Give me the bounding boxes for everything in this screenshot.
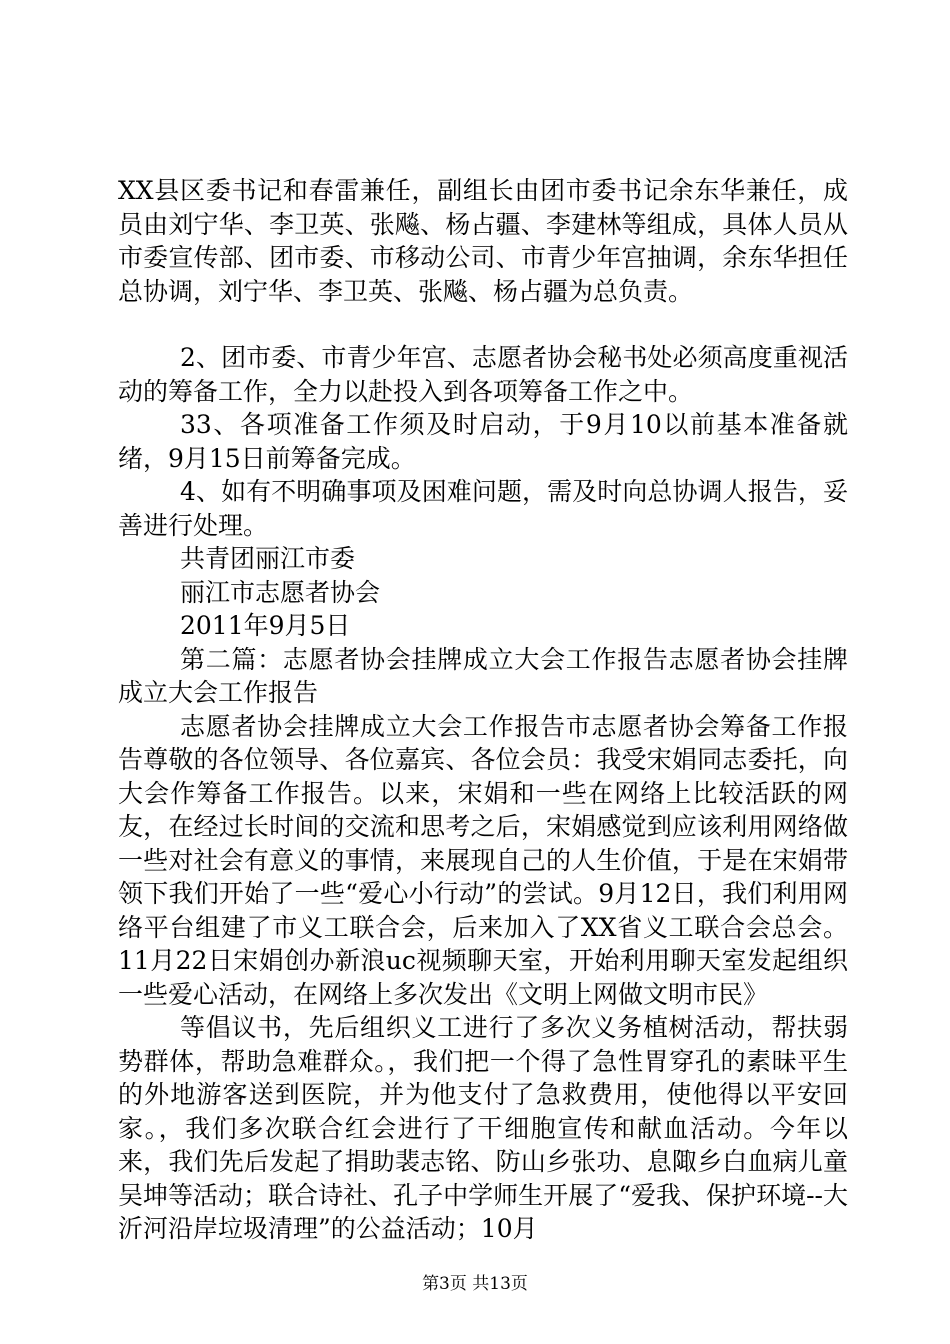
document-body (118, 174, 848, 1246)
paragraph-report-activities: 等倡议书，先后组织义工进行了多次义务植树活动，帮扶弱势群体，帮助急难群众。，我们把一个得了急性胃穿孔的素昧平生的外地游客送到医院，并为他支付了急救费用，使他得以平安回家。，我们多次联合红会进行了干细胞宣传和献血活动。今年以来，我们先后发起了捐助裴志铭、防山乡张功、息陬乡白血病儿童吴坤等活动；联合诗社、孔子中学师生开展了“爱我、保护环境--大沂河沿岸垃圾清理”的公益活动；10月 (118, 1013, 848, 1243)
paragraph-item-3: 33、各项准备工作须及时启动，于9月10以前基本准备就绪，9月15日前筹备完成。 (118, 410, 848, 473)
signature-org-1: 共青团丽江市委 (180, 544, 356, 573)
signature-org-2: 丽江市志愿者协会 (180, 577, 381, 607)
paragraph-item-4: 4、如有不明确事项及困难问题，需及时向总协调人报告，妥善进行处理。 (118, 477, 848, 540)
paragraph-leadership: XX县区委书记和春雷兼任，副组长由团市委书记余东华兼任，成员由刘宁华、李卫英、张飚、杨占疆、李建林等组成，具体人员从市委宣传部、团市委、市移动公司、市青少年宫抽调，余东华担任总协调，刘宁华、李卫英、张飚、杨占疆为总负责。 (118, 176, 848, 306)
paragraph-report-intro: 志愿者协会挂牌成立大会工作报告市志愿者协会筹备工作报告尊敬的各位领导、各位嘉宾、各位会员：我受宋娟同志委托，向大会作筹备工作报告。以来，宋娟和一些在网络上比较活跃的网友，在经过长时间的交流和思考之后，宋娟感觉到应该利用网络做一些对社会有意义的事情，来展现自己的人生价值，于是在宋娟带领下我们开始了一些“爱心小行动”的尝试。9月12日，我们利用网络平台组建了市义工联合会，后来加入了XX省义工联合会总会。11月22日宋娟创办新浪uc视频聊天室，开始利用聊天室发起组织一些爱心活动，在网络上多次发出《文明上网做文明市民》 (118, 711, 848, 1009)
paragraph-item-2: 2、团市委、市青少年宫、志愿者协会秘书处必须高度重视活动的筹备工作，全力以赴投入到各项筹备工作之中。 (118, 343, 848, 406)
section-title: 第二篇：志愿者协会挂牌成立大会工作报告志愿者协会挂牌成立大会工作报告 (118, 644, 848, 707)
page-number-footer: 第3页 共13页 (422, 1274, 528, 1294)
signature-date: 2011年9月5日 (180, 611, 351, 640)
